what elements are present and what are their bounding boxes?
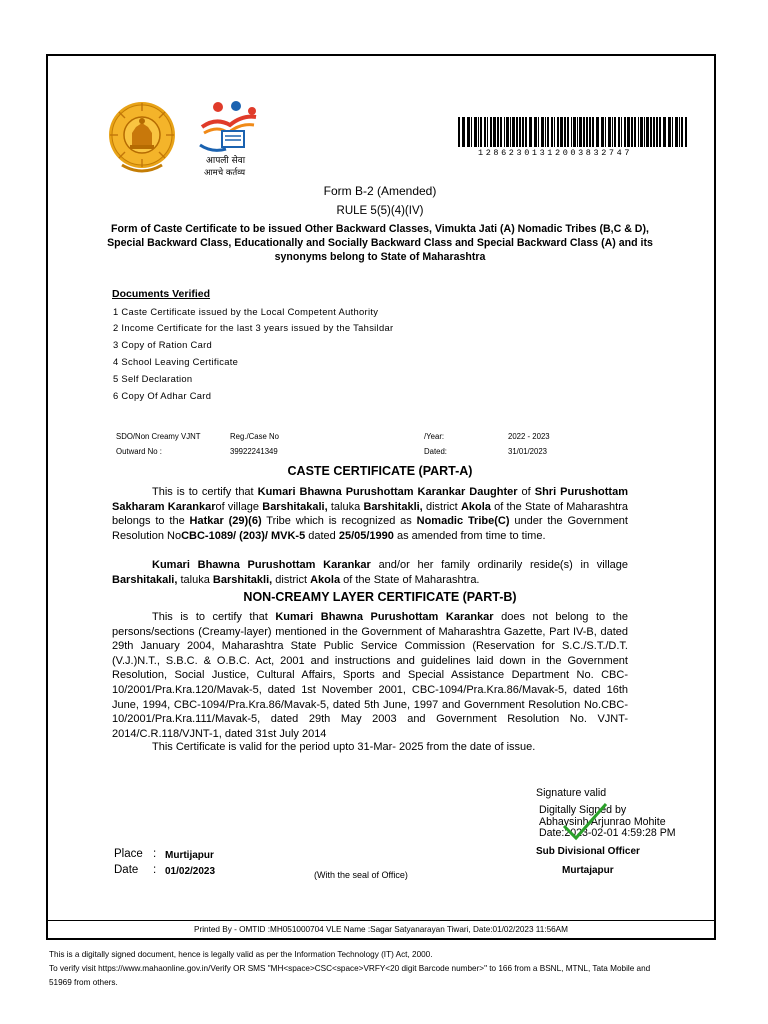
barcode-bar	[462, 117, 465, 147]
checkmark-icon	[560, 800, 610, 844]
form-description: Form of Caste Certificate to be issued Other Backward Classes, Vimukta Jati (A) Nomadic Tribes (B,C & D), Special Backward Class, Educationally and Socially Backward Class and Special Backward Class (A) and its synonyms belong to State of Maharashtra	[107, 223, 653, 263]
barcode-bar	[516, 117, 518, 147]
footer-verify-note: To verify visit https://www.mahaonline.gov.in/Verify OR SMS "MH<space>CSC<space>VRFY<20 digit Barcode number>" to 166 from a BSNL, MTNL, Tata Mobile and	[49, 964, 651, 973]
barcode-bar	[567, 117, 569, 147]
place-label: Place	[114, 848, 143, 860]
barcode-bar	[573, 117, 576, 147]
barcode-bar	[646, 117, 649, 147]
document-item: 4 School Leaving Certificate	[113, 356, 239, 367]
date-value: 01/02/2023	[165, 866, 216, 877]
document-item: 1 Caste Certificate issued by the Local Competent Authority	[113, 306, 379, 317]
barcode-bar	[500, 117, 502, 147]
part-b-paragraph: This is to certify that Kumari Bhawna Purushottam Karankar does not belong to the persons/sections (Creamy-layer) mentioned in the Government of Maharashtra Gazette, Part IV-B, dated 29th January 2004, Maharashtra State Public Service Commission (Reservation for S.C./S.T./D.T.(V.J.)N.T., S.B.C. & O.B.C. Act, 2001 and instructions and guidelines laid down in the Government Resolution, Social Justice, Cultural Affairs, Sports and Special Assistance Department No. CBC-10/2001/Pra.Kra.120/Mavak-5, dated 1st November 2001, CBC-1094/Pra.Kra.86/Mavak-5, dated 16th June, 1994, CBC-1094/Pra.Kra.86/Mavak-5, dated 5th June, 1997 and Government Resolution No.CBC- 10/2001/Pra.Kra.111/Mavak-5, dated 29th May 2003 and Government Resolution No. VJNT-2014/C.R.118/VJNT-1, dated 31st July 2014	[112, 611, 628, 740]
seva-subtext: आमचे कर्तव्य	[204, 168, 246, 178]
barcode-bar	[541, 117, 544, 147]
document-item: 3 Copy of Ration Card	[113, 339, 213, 350]
barcode-bar	[663, 117, 666, 147]
barcode-bar	[638, 117, 639, 147]
barcode-bar	[571, 117, 572, 147]
barcode-bar	[557, 117, 559, 147]
barcode-bar	[522, 117, 524, 147]
barcode-bar	[596, 117, 599, 147]
document-item: 2 Income Certificate for the last 3 years issued by the Tahsildar	[113, 322, 394, 333]
barcode-bar	[601, 117, 604, 147]
barcode-bar	[471, 117, 472, 147]
barcode-bar	[675, 117, 678, 147]
barcode-bar	[644, 117, 645, 147]
barcode-bar	[545, 117, 546, 147]
outward-label: Outward No :	[116, 447, 162, 456]
barcode-bar	[474, 117, 477, 147]
barcode-bar	[512, 117, 515, 147]
documents-title: Documents Verified	[112, 288, 211, 300]
reg-label: Reg./Case No	[230, 432, 279, 441]
barcode-bar	[612, 117, 613, 147]
sdo-label: SDO/Non Creamy VJNT	[116, 432, 201, 441]
barcode-bar	[653, 117, 655, 147]
barcode-bar	[640, 117, 643, 147]
dated-value: 31/01/2023	[508, 447, 548, 456]
barcode-bar	[592, 117, 594, 147]
barcode-bar	[458, 117, 460, 147]
barcode-bar	[586, 117, 588, 147]
barcode-bar	[631, 117, 633, 147]
barcode-bar	[480, 117, 482, 147]
barcode-bar	[497, 117, 499, 147]
barcode-bar	[534, 117, 537, 147]
document-item: 6 Copy Of Adhar Card	[113, 390, 212, 401]
document-item: 5 Self Declaration	[113, 373, 193, 384]
place-value: Murtijapur	[165, 850, 214, 861]
barcode-bar	[681, 117, 683, 147]
barcode-bar	[506, 117, 509, 147]
barcode-bar	[589, 117, 591, 147]
footer-legal-note: This is a digitally signed document, hence is legally valid as per the Information Technology (IT) Act, 2000.	[49, 950, 433, 959]
barcode-bar	[650, 117, 652, 147]
barcode-bar	[608, 117, 611, 147]
barcode-bar	[634, 117, 636, 147]
barcode-bar	[564, 117, 566, 147]
barcode-bar	[685, 117, 687, 147]
maharashtra-emblem-icon	[108, 97, 176, 179]
footer-verify-note-cont: 51969 from others.	[49, 978, 118, 987]
dated-label: Dated:	[424, 447, 447, 456]
barcode-bar	[478, 117, 479, 147]
barcode-bar	[679, 117, 680, 147]
place-colon: :	[153, 848, 157, 860]
barcode-bar	[614, 117, 616, 147]
year-label: /Year:	[424, 432, 445, 441]
barcode-bar	[624, 117, 626, 147]
barcode-bar	[668, 117, 671, 147]
part-a-paragraph-2: Kumari Bhawna Purushottam Karankar and/or her family ordinarily reside(s) in village Barshitakali, taluka Barshitakli, district Akola of the State of Maharashtra.	[112, 559, 628, 586]
date-label: Date	[114, 864, 139, 876]
barcode-bar	[484, 117, 486, 147]
office-name: Murtajapur	[562, 865, 614, 876]
part-a-title: CASTE CERTIFICATE (PART-A)	[287, 464, 473, 478]
barcode-bar	[560, 117, 563, 147]
form-title: Form B-2 (Amended)	[323, 184, 437, 198]
officer-title: Sub Divisional Officer	[536, 846, 640, 857]
aaple-seva-logo-icon	[196, 97, 260, 179]
barcode-bar	[525, 117, 527, 147]
part-a-paragraph-1: This is to certify that Kumari Bhawna Purushottam Karankar Daughter of Shri Purushottam Sakharam Karankarof village Barshitakali, taluka Barshitakli, district Akola of the State of Maharashtra belongs to the Hatkar (29)(6) Tribe which is recognized as Nomadic Tribe(C) under the Government Resolution NoCBC-1089/ (203)/ MVK-5 dated 25/05/1990 as amended from time to time.	[112, 486, 628, 542]
seal-text: (With the seal of Office)	[314, 870, 408, 880]
barcode-bar	[510, 117, 511, 147]
barcode-bar	[467, 117, 470, 147]
barcode-icon	[458, 117, 688, 147]
barcode-bar	[627, 117, 630, 147]
form-rule: RULE 5(5)(4)(IV)	[336, 205, 424, 217]
barcode-bar	[618, 117, 620, 147]
barcode-bar	[554, 117, 555, 147]
signature-details: Digitally Signed by Abhaysinh Arjunrao Mohite Date:2023-02-01 4:59:28 PM	[539, 804, 676, 839]
barcode-bar	[493, 117, 496, 147]
signature-valid-label: Signature valid	[536, 787, 607, 799]
barcode-bar	[656, 117, 658, 147]
date-colon: :	[153, 864, 157, 876]
printed-by: Printed By - OMTID :MH051000704 VLE Name :Sagar Satyanarayan Tiwari, Date:01/02/2023 11:56AM	[194, 925, 568, 934]
barcode-bar	[583, 117, 585, 147]
barcode-number: 12862301312003832747	[478, 148, 633, 158]
printed-divider	[48, 920, 714, 921]
year-value: 2022 - 2023	[508, 432, 550, 441]
barcode-bar	[529, 117, 532, 147]
barcode-bar	[519, 117, 521, 147]
barcode-bar	[490, 117, 492, 147]
barcode-bar	[577, 117, 578, 147]
barcode-bar	[672, 117, 673, 147]
barcode-bar	[487, 117, 488, 147]
barcode-bar	[579, 117, 582, 147]
validity-text: This Certificate is valid for the period upto 31-Mar- 2025 from the date of issue.	[152, 741, 536, 753]
barcode-bar	[547, 117, 549, 147]
barcode-bar	[621, 117, 622, 147]
barcode-bar	[504, 117, 505, 147]
barcode-bar	[659, 117, 661, 147]
part-b-title: NON-CREAMY LAYER CERTIFICATE (PART-B)	[243, 590, 517, 604]
barcode-bar	[605, 117, 606, 147]
barcode-bar	[551, 117, 553, 147]
seva-text: आपली सेवा	[206, 156, 246, 166]
barcode-bar	[538, 117, 539, 147]
outward-value: 39922241349	[230, 447, 278, 456]
